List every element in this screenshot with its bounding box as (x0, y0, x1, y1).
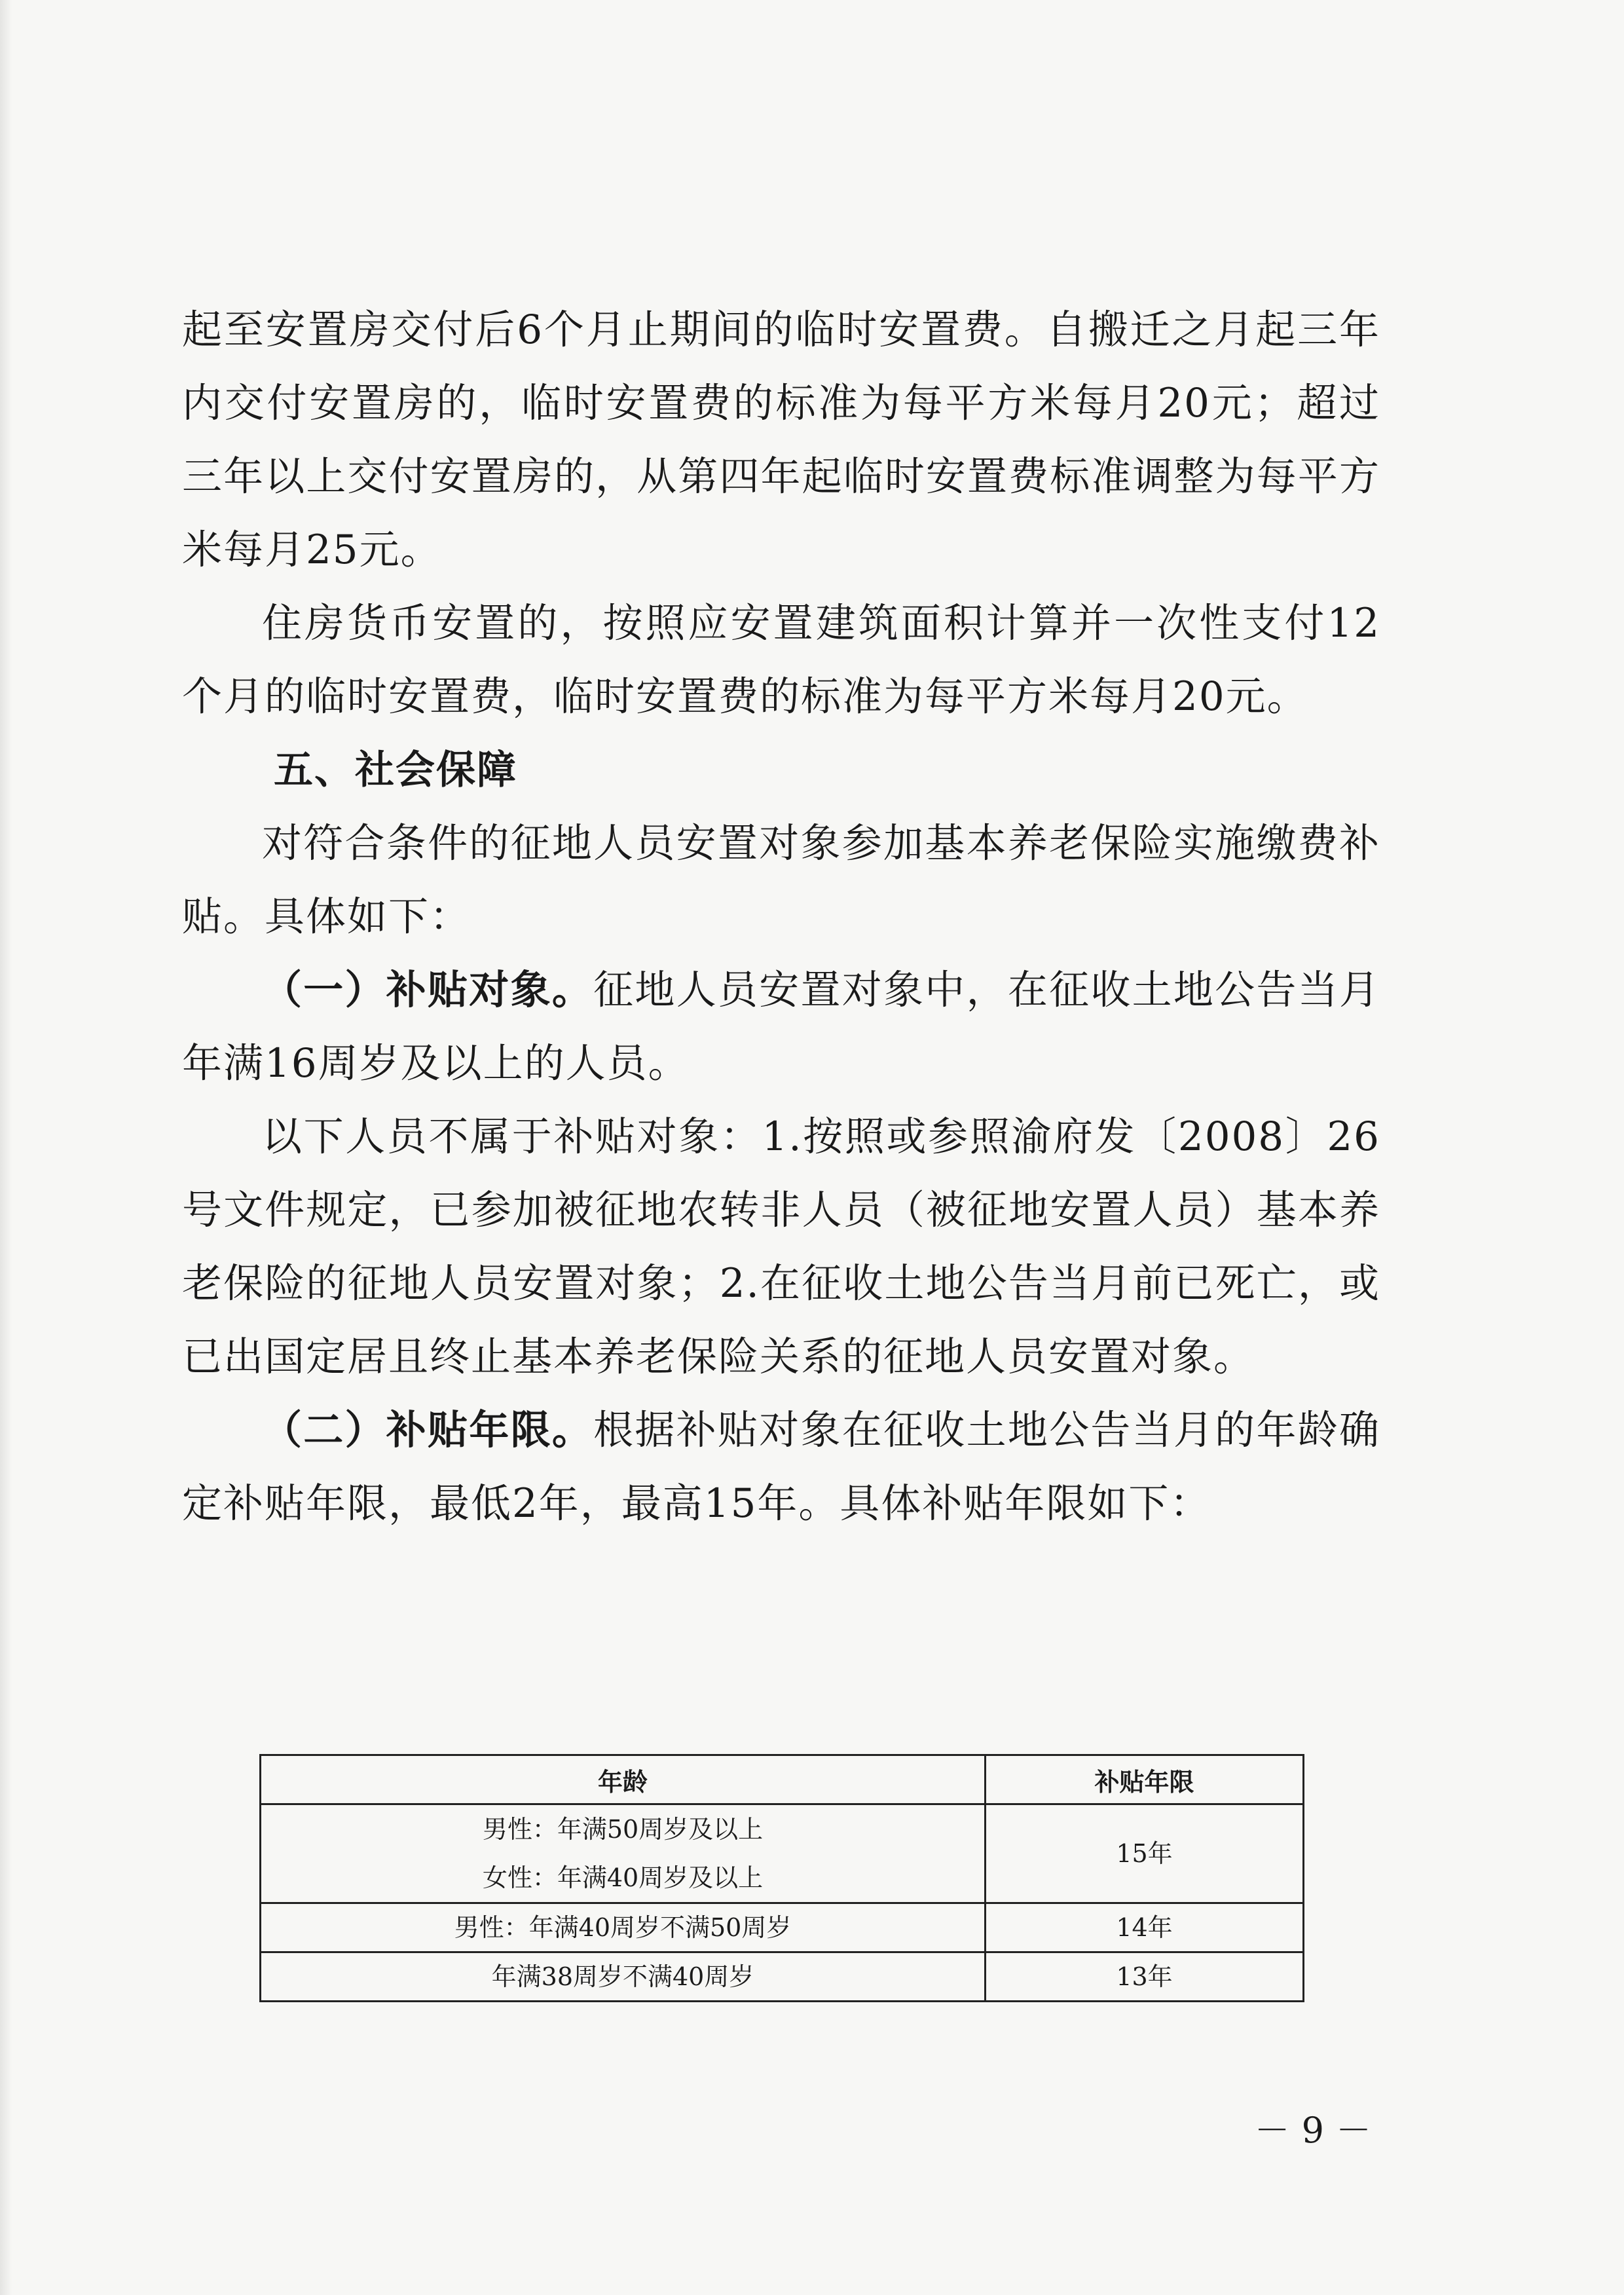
subsidy-years-text: 根据补贴对象在征收土地公告当月的年龄确定补贴年限，最低2年，最高15年。具体补贴年限如下： (182, 1407, 1380, 1527)
paragraph-subsidy-years (182, 1394, 1380, 1540)
subheading-subsidy-years: （二）补贴年限。 (262, 1407, 594, 1453)
column-header-years: 补贴年限 (986, 1755, 1304, 1804)
paragraph-subsidy-target (182, 954, 1380, 1100)
table-cell-age: 年满38周岁不满40周岁 (261, 1952, 986, 2002)
table-cell-age: 男性：年满40周岁不满50周岁 (261, 1903, 986, 1952)
paragraph-monetary-resettlement: 住房货币安置的，按照应安置建筑面积计算并一次性支付12个月的临时安置费，临时安置费的标准为每平方米每月20元。 (182, 600, 1380, 720)
table-cell-years: 13年 (986, 1952, 1304, 2002)
subsidy-years-table (259, 1754, 1304, 2002)
age-line-female: 女性：年满40周岁及以上 (482, 1863, 764, 1892)
subheading-subsidy-target: （一）补贴对象。 (262, 967, 594, 1013)
table-header-row (261, 1755, 1304, 1804)
subsidy-years-table-wrap (259, 1754, 1304, 2002)
paragraph-exclusions: 以下人员不属于补贴对象：1.按照或参照渝府发〔2008〕26号文件规定，已参加被征地农转非人员（被征地安置人员）基本养老保险的征地人员安置对象；2.在征收土地公告当月前已死亡，或已出国定居且终止基本养老保险关系的征地人员安置对象。 (182, 1113, 1380, 1380)
column-header-age: 年龄 (261, 1755, 986, 1804)
table-cell-years: 14年 (986, 1903, 1304, 1952)
table-row (261, 1903, 1304, 1952)
page-number: －9－ (1254, 2110, 1383, 2151)
paragraph-temporary-resettlement: 起至安置房交付后6个月止期间的临时安置费。自搬迁之月起三年内交付安置房的，临时安置费的标准为每平方米每月20元；超过三年以上交付安置房的，从第四年起临时安置费标准调整为每平方米每月25元。 (182, 307, 1380, 573)
subsidy-target-text: 征地人员安置对象中，在征收土地公告当月年满16周岁及以上的人员。 (182, 967, 1380, 1087)
body-text (182, 293, 1380, 1540)
section-heading-social-security: 五、社会保障 (274, 747, 517, 793)
age-line-male: 男性：年满50周岁及以上 (482, 1815, 764, 1844)
scan-edge (0, 0, 12, 2295)
table-cell-years: 15年 (986, 1804, 1304, 1903)
table-row (261, 1804, 1304, 1903)
table-cell-age (261, 1804, 986, 1903)
paragraph-subsidy-intro: 对符合条件的征地人员安置对象参加基本养老保险实施缴费补贴。具体如下： (182, 820, 1380, 940)
table-row (261, 1952, 1304, 2002)
